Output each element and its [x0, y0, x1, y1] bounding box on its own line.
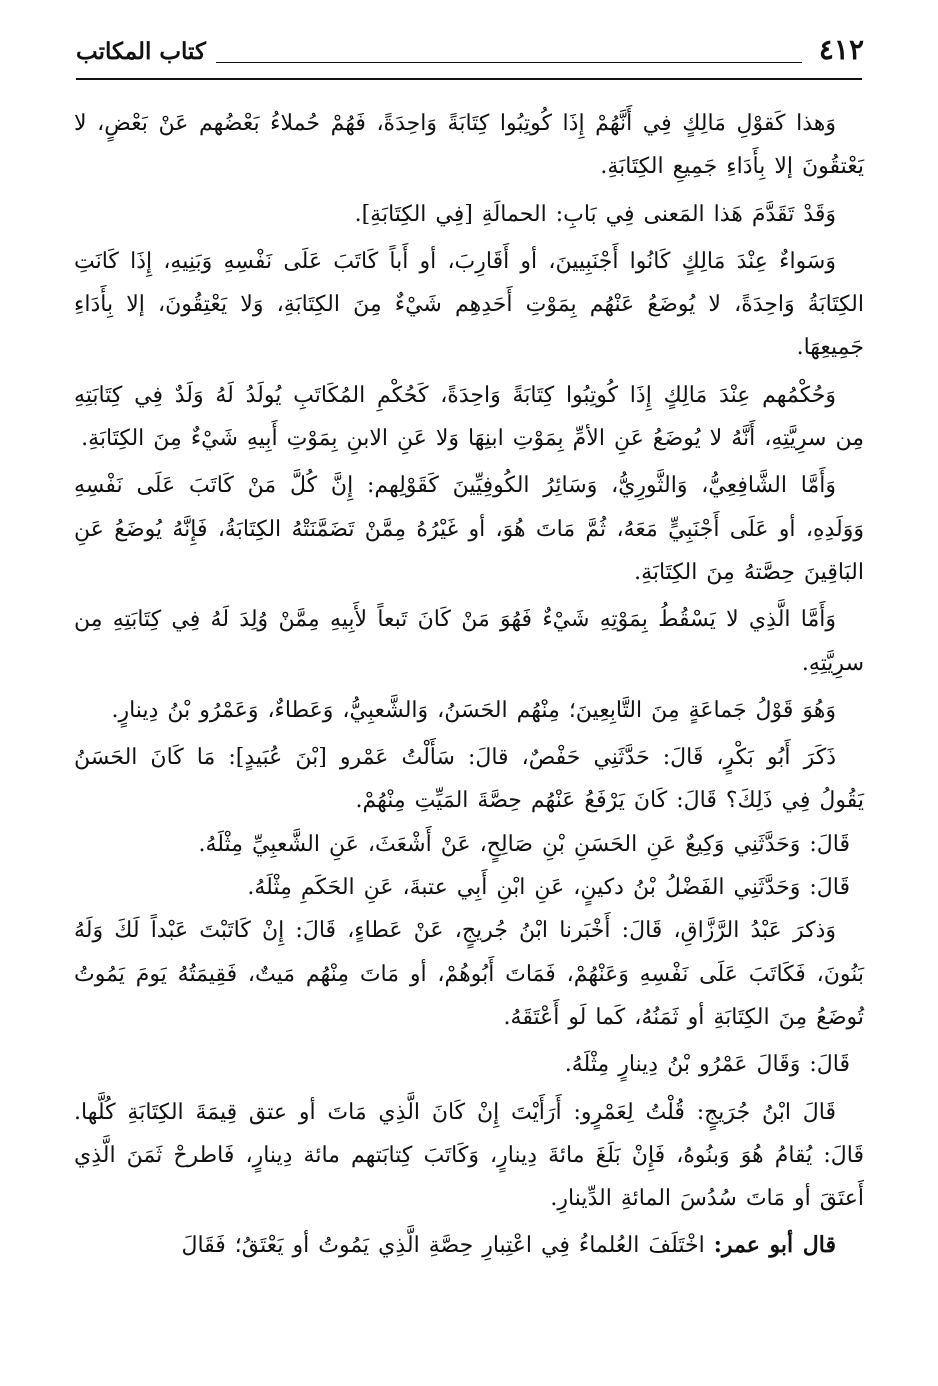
- paragraph: وَحُكْمُهم عِنْدَ مَالِكٍ إِذَا كُوتِبُوا كِتَابَةً وَاحِدَةً، كَحُكْمِ المُكَاتَبِ يُولَدُ لَهُ وَلَدٌ فِي كِتَابَتِهِ مِن سرِيَّتِهِ، أَنَّهُ لا يُوضَعُ عَنِ الأمِّ بِمَوْتِ ابنِهَا وَلا عَنِ الابنِ بِمَوْتِ أَبِيهِ شَيْءٌ مِنَ الكِتَابَةِ.: [74, 382, 864, 452]
- paragraph: وَأَمَّا الَّذِي لا يَسْقُطُ بِمَوْتِهِ شَيْءٌ فَهُوَ مَنْ كَانَ تَبعاً لأَبِيهِ مِمَّنْ وُلِدَ لَهُ فِي كِتَابَتِهِ مِن سرِيَّتِهِ.: [74, 607, 864, 676]
- paragraph: وَأَمَّا الشَّافِعِيُّ، وَالثَّورِيُّ، وَسَائِرُ الكُوفِيِّينَ كَقَوْلِهم: إِنَّ كُلَّ مَنْ كَاتَبَ عَلَى نَفْسِهِ وَوَلَدِهِ، أو عَلَى أَجْنَبِيٍّ مَعَهُ، ثُمَّ مَاتَ هُوَ، أو غَيْرُهُ مِمَّنْ تَضَمَّنَتْهُ الكِتَابَةُ، فَإِنَّهُ يُوضَعُ عَنِ البَاقِينَ حِصَّتهُ مِنَ الكِتَابَةِ.: [74, 473, 864, 585]
- page-number: ٤١٢: [818, 33, 864, 66]
- book-title: كتاب المكاتب: [76, 38, 206, 65]
- paragraph: قَالَ ابْنُ جُرَيجٍ: قُلْتُ لِعَمْرٍو: أَرَأَيْتَ إِنْ كَانَ الَّذِي مَاتَ أو عتق قِيمَةَ الكِتَابَةِ كُلَّها. قَالَ: يُقامُ هُوَ وَبنُوهُ، فَإِنْ بَلَغَ مائةَ دِينارٍ، وَكَاتَبَ كِتابَتهم مائة دِينارٍ، فَاطرحْ ثَمَنَ الَّذِي أَعتَقَ أو مَاتَ سُدُسَ المائةِ الدِّينارِ.: [74, 1099, 864, 1212]
- paragraph: وَقَدْ تَقَدَّمَ هَذا المَعنى فِي بَابِ: الحمالَةِ [فِي الكِتَابَةِ].: [354, 201, 836, 227]
- paragraph: وَسَواءٌ عِنْدَ مَالِكٍ كَانُوا أَجْنَبِيينَ، أو أَقَارِبَ، أو أَباً كَاتَبَ عَلَى نَفْسِهِ وَبَنِيهِ، إِذَا كَانَتِ الكِتَابَةُ وَاحِدَةً، لا يُوضَعُ عَنْهُم بِمَوْتِ أَحَدِهِم شَيْءٌ مِنَ الكِتَابَةِ، وَلا يَعْتِقُونَ، إلا بِأَدَاءِ جَمِيعِهَا.: [74, 248, 864, 361]
- header-rule: [76, 78, 862, 80]
- paragraph: وَهُوَ قَوْلُ جَماعَةٍ مِنَ التَّابِعِينَ؛ مِنْهُم الحَسَنُ، وَالشَّعبِيُّ، وَعَطاءٌ، وَعَمْرُو بْنُ دِينارٍ.: [111, 697, 836, 723]
- paragraph: ذَكَرَ أَبُو بَكْرٍ، قَالَ: حَدَّثَنِي حَفْصٌ، قالَ: سَأَلْتُ عَمْرو [بْنَ عُبَيدٍ]: مَا كَانَ الحَسَنُ يَقُولُ فِي ذَلِكَ؟ قَالَ: كَانَ يَرْفَعُ عَنْهُم حِصَّةَ المَيِّتِ مِنْهُمْ.: [74, 745, 864, 814]
- header-dash-line: [216, 62, 802, 63]
- paragraph-abu-umar: [74, 1224, 864, 1267]
- page-header: [76, 30, 864, 72]
- paragraph: وَهذا كَقوْلِ مَالِكٍ فِي أَنَّهُمْ إِذَا كُوتِبُوا كِتَابَةً وَاحِدَةً، فَهُمْ حُملاءُ بَعْضُهم عَنْ بَعْضٍ، لا يَعْتقُونَ إلا بِأَدَاءِ جَمِيعِ الكِتَابَةِ.: [74, 111, 864, 180]
- paragraph: قَالَ: وَحَدَّثَنِي الفَضْلُ بْنُ دكينٍ، عَنِ ابْنِ أَبِي عتبةَ، عَنِ الحَكَمِ مِثْلَهُ.: [247, 875, 850, 901]
- paragraph: قَالَ: وَحَدَّثَنِي وَكِيعٌ عَنِ الحَسَنِ بْنِ صَالِحٍ، عَنْ أَشْعَثَ، عَنِ الشَّعبِيِّ مِثْلَهُ.: [198, 831, 850, 857]
- page-body: [74, 102, 864, 1268]
- speaker-lead: قال أبو عمر:: [713, 1232, 836, 1259]
- paragraph: وَذكرَ عَبْدُ الرَّزَّاقِ، قَالَ: أَخْبَرنا ابْنُ جُريجٍ، عَنْ عَطاءٍ، قَالَ: إِنْ كَاتَبْتَ عَبْداً لَكَ وَلَهُ بَنُونَ، فَكَاتَبَ عَلَى نَفْسِهِ وَعَنْهُمْ، فَمَاتَ أَبُوهُمْ، أو مَاتَ مِنْهُم مَيتٌ، فَقِيمَتُهُ يَومَ يَمُوتُ تُوضَعُ مِنَ الكِتَابَةِ أو ثَمَنُهُ، كَما لَو أَعْتَقَهُ.: [74, 918, 864, 1030]
- paragraph: قَالَ: وَقَالَ عَمْرُو بْنُ دِينارٍ مِثْلَهُ.: [564, 1052, 850, 1078]
- paragraph-text: اخْتَلَفَ العُلماءُ فِي اعْتِبارِ حِصَّةِ الَّذِي يَمُوتُ أو يَعْتَقُ؛ فَقَالَ: [181, 1233, 714, 1259]
